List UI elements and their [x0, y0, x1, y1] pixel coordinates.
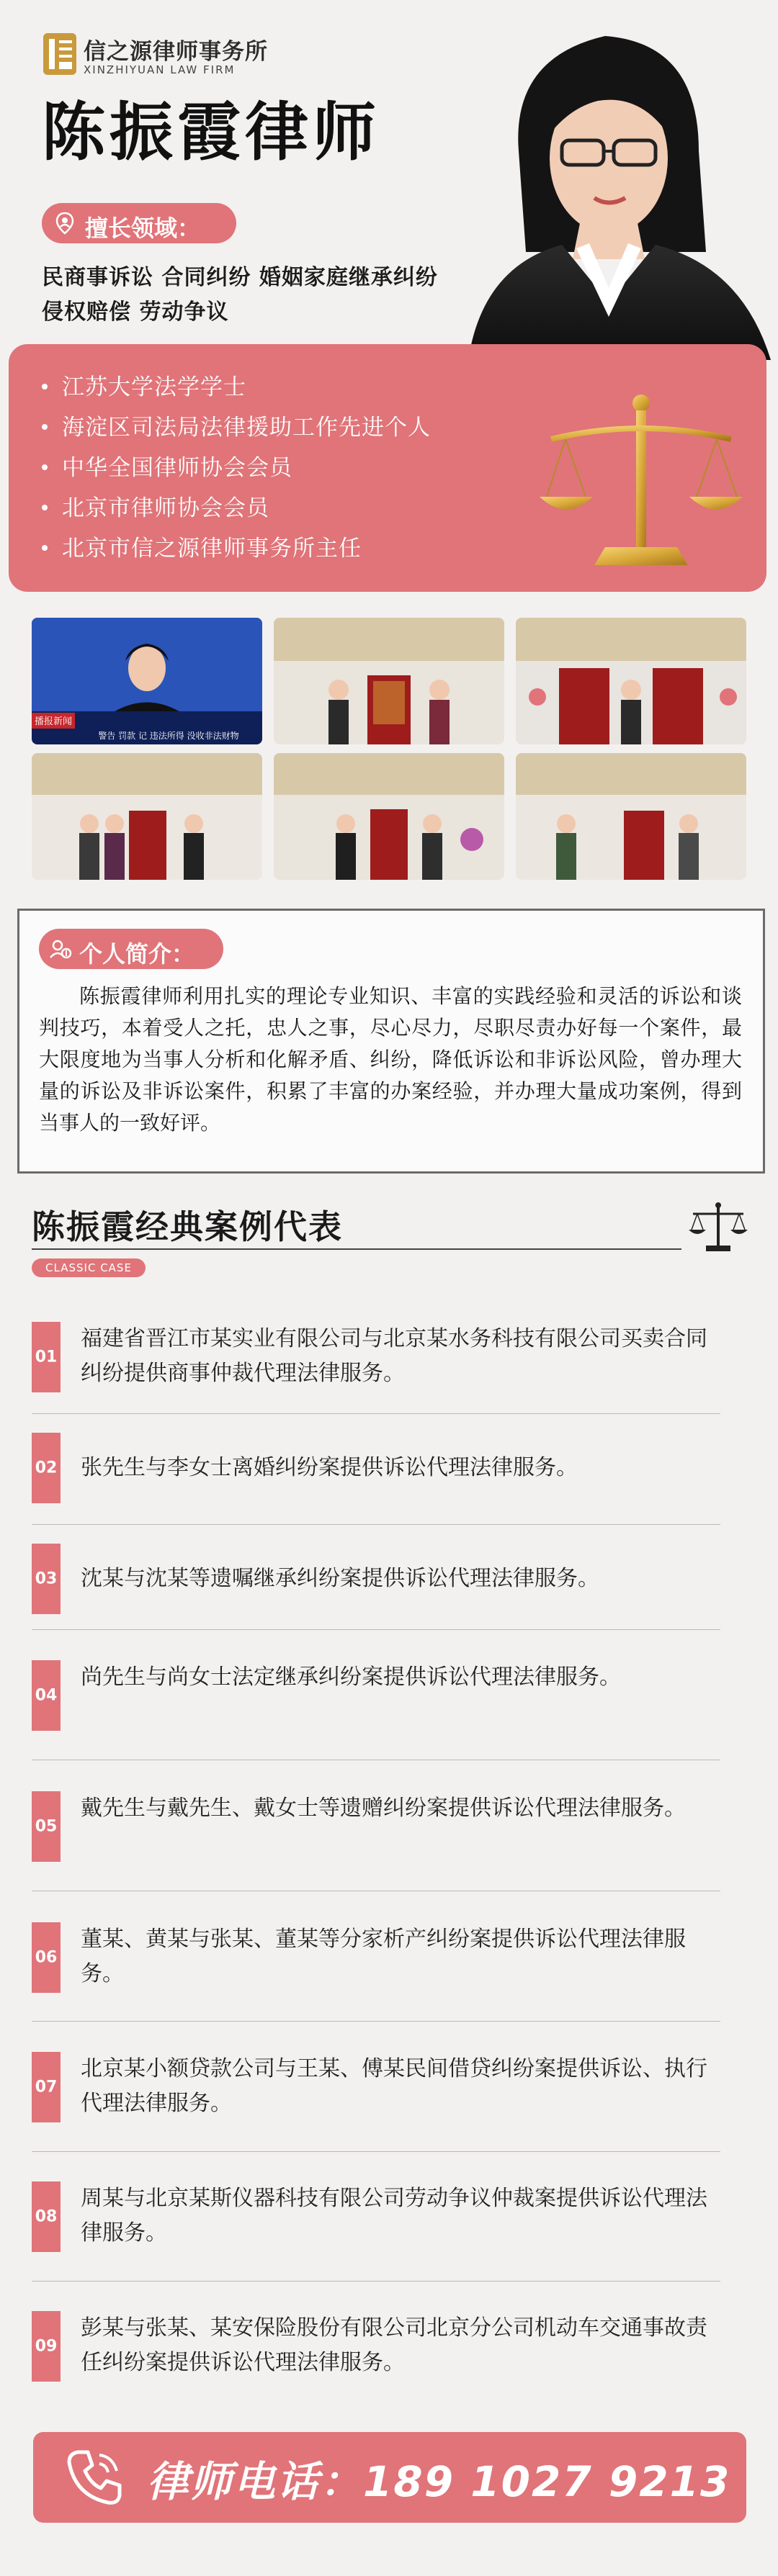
case-number-badge: 05	[32, 1791, 61, 1862]
case-number-badge: 08	[32, 2181, 61, 2252]
specialties-line-1: 民商事诉讼 合同纠纷 婚姻家庭继承纠纷	[42, 265, 438, 290]
case-divider	[32, 1413, 720, 1414]
event-photo	[32, 753, 262, 880]
case-number-badge: 06	[32, 1922, 61, 1993]
credential-item: 北京市信之源律师事务所主任	[42, 530, 362, 562]
case-divider	[32, 2021, 720, 2022]
case-divider	[32, 1524, 720, 1525]
cases-title-rule	[32, 1248, 681, 1250]
person-card-icon	[49, 937, 72, 960]
lawyer-portrait	[461, 14, 778, 360]
case-number-badge: 04	[32, 1660, 61, 1731]
firm-name-en: XINZHIYUAN LAW FIRM	[84, 63, 236, 76]
firm-logo-icon	[42, 29, 78, 79]
specialties-line-2: 侵权赔偿 劳动争议	[42, 300, 229, 325]
phone-number[interactable]: 律师电话：189 1027 9213	[147, 2457, 731, 2506]
case-number-badge: 03	[32, 1544, 61, 1614]
cases-title: 陈振霞经典案例代表	[32, 1207, 343, 1246]
news-caption: 警告 罚款 记 违法所得 没收非法财物	[98, 731, 239, 741]
pin-person-icon	[53, 212, 76, 235]
classic-case-tag: CLASSIC CASE	[32, 1258, 146, 1277]
specialties-label: 擅长领域：	[85, 215, 201, 242]
credential-item: 江苏大学法学学士	[42, 369, 246, 401]
case-text: 戴先生与戴先生、戴女士等遗赠纠纷案提供诉讼代理法律服务。	[81, 1796, 686, 1821]
case-text: 尚先生与尚女士法定继承纠纷案提供诉讼代理法律服务。	[81, 1665, 621, 1690]
case-number-badge: 02	[32, 1433, 61, 1503]
event-photo	[516, 618, 746, 744]
lawyer-title: 陈振霞律师	[42, 95, 381, 169]
news-tag: 播报新闻	[34, 716, 73, 727]
specialties-label-pill	[42, 203, 236, 243]
case-divider	[32, 2281, 720, 2282]
news-photo	[32, 618, 262, 744]
case-text: 福建省晋江市某实业有限公司与北京某水务科技有限公司买卖合同纠纷提供商事仲裁代理法律服务。	[81, 1326, 707, 1386]
intro-label-pill	[39, 929, 223, 969]
case-divider	[32, 2151, 720, 2152]
credential-item: 北京市律师协会会员	[42, 490, 269, 522]
phone-icon	[62, 2445, 127, 2510]
credential-item: 中华全国律师协会会员	[42, 449, 292, 482]
intro-text: 陈振霞律师利用扎实的理论专业知识、丰富的实践经验和灵活的诉讼和谈判技巧，本着受人之托，忠人之事，尽心尽力，尽职尽责办好每一个案件，最大限度地为当事人分析和化解矛盾、纠纷，降低诉讼和非诉讼风险，曾办理大量的诉讼及非诉讼案件，积累了丰富的办案经验，并办理大量成功案例，得到当事人的一致好评。	[39, 984, 742, 1135]
firm-name-cn: 信之源律师事务所	[84, 39, 268, 65]
case-number-badge: 09	[32, 2311, 61, 2382]
case-text: 沈某与沈某等遗嘱继承纠纷案提供诉讼代理法律服务。	[81, 1566, 599, 1591]
case-number-badge: 07	[32, 2052, 61, 2122]
credential-item: 海淀区司法局法律援助工作先进个人	[42, 409, 431, 441]
scales-of-justice-icon	[537, 389, 746, 576]
case-text: 彭某与张某、某安保险股份有限公司北京分公司机动车交通事故责任纠纷案提供诉讼代理法律服务。	[81, 2315, 707, 2375]
case-number-badge: 01	[32, 1322, 61, 1392]
intro-label: 个人简介：	[79, 940, 195, 968]
case-text: 北京某小额贷款公司与王某、傅某民间借贷纠纷案提供诉讼、执行代理法律服务。	[81, 2056, 707, 2116]
scales-of-justice-icon	[689, 1201, 748, 1253]
case-text: 张先生与李女士离婚纠纷案提供诉讼代理法律服务。	[81, 1455, 578, 1480]
case-text: 董某、黄某与张某、董某等分家析产纠纷案提供诉讼代理法律服务。	[81, 1927, 686, 1986]
event-photo	[274, 753, 504, 880]
event-photo	[516, 753, 746, 880]
event-photo	[274, 618, 504, 744]
case-text: 周某与北京某斯仪器科技有限公司劳动争议仲裁案提供诉讼代理法律服务。	[81, 2186, 707, 2246]
case-divider	[32, 1629, 720, 1630]
